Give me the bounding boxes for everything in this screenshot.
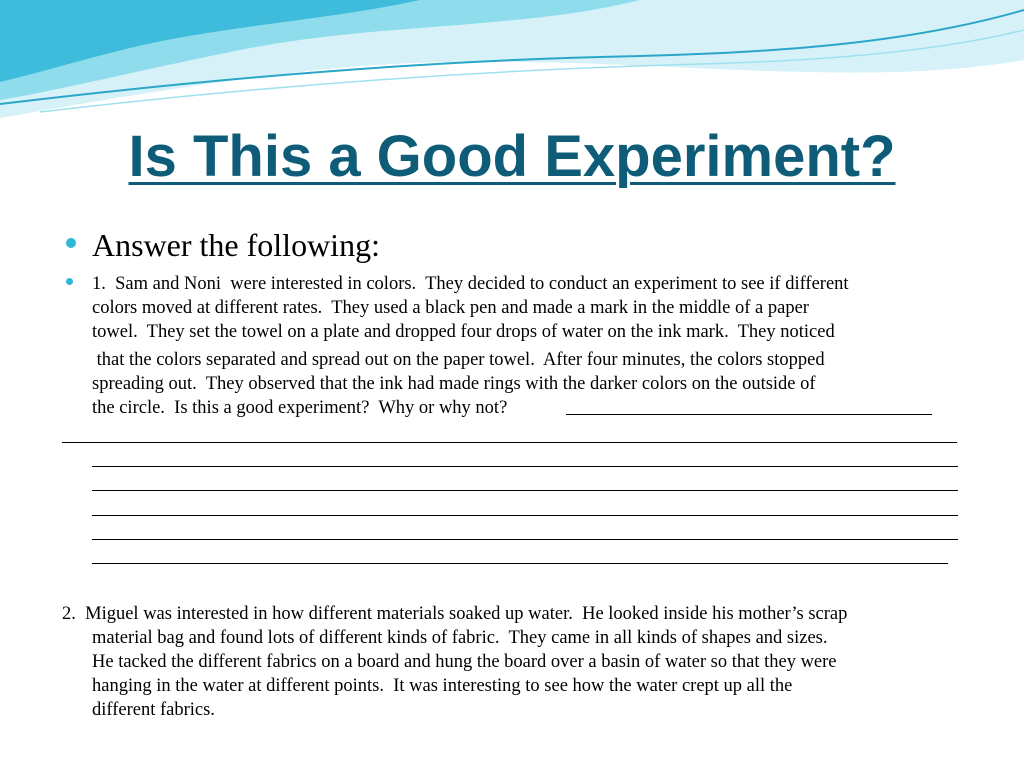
question-2-line: 2. Miguel was interested in how different materials soaked up water. He looked inside his mother’s scrap bbox=[62, 604, 848, 624]
answer-blank-line bbox=[92, 539, 958, 540]
answer-heading: Answer the following: bbox=[92, 227, 380, 263]
answer-blank-line bbox=[62, 442, 957, 443]
question-1-line: 1. Sam and Noni were interested in colors. They decided to conduct an experiment to see if different bbox=[92, 274, 849, 294]
answer-blank-line bbox=[92, 515, 958, 516]
question-1-line: that the colors separated and spread out on the paper towel. After four minutes, the colors stopped bbox=[92, 350, 825, 370]
question-2-line: different fabrics. bbox=[92, 700, 215, 720]
answer-blank-line bbox=[92, 563, 948, 564]
question-1-line: colors moved at different rates. They used a black pen and made a mark in the middle of a paper bbox=[92, 298, 809, 318]
bullet-icon bbox=[66, 278, 73, 285]
answer-blank-line bbox=[92, 466, 958, 467]
header-wave-decoration bbox=[0, 0, 1024, 120]
question-2-line: hanging in the water at different points. It was interesting to see how the water crept up all the bbox=[92, 676, 793, 696]
question-1-line: the circle. Is this a good experiment? Why or why not? bbox=[92, 398, 508, 418]
answer-blank-line bbox=[566, 414, 932, 415]
answer-blank-line bbox=[92, 490, 958, 491]
bullet-icon bbox=[66, 238, 76, 248]
question-1-line: towel. They set the towel on a plate and dropped four drops of water on the ink mark. They noticed bbox=[92, 322, 835, 342]
question-1-line: spreading out. They observed that the ink had made rings with the darker colors on the outside of bbox=[92, 374, 816, 394]
slide-title: Is This a Good Experiment? bbox=[128, 124, 896, 189]
question-2-line: He tacked the different fabrics on a board and hung the board over a basin of water so that they were bbox=[92, 652, 837, 672]
question-2-line: material bag and found lots of different kinds of fabric. They came in all kinds of shapes and sizes. bbox=[92, 628, 828, 648]
